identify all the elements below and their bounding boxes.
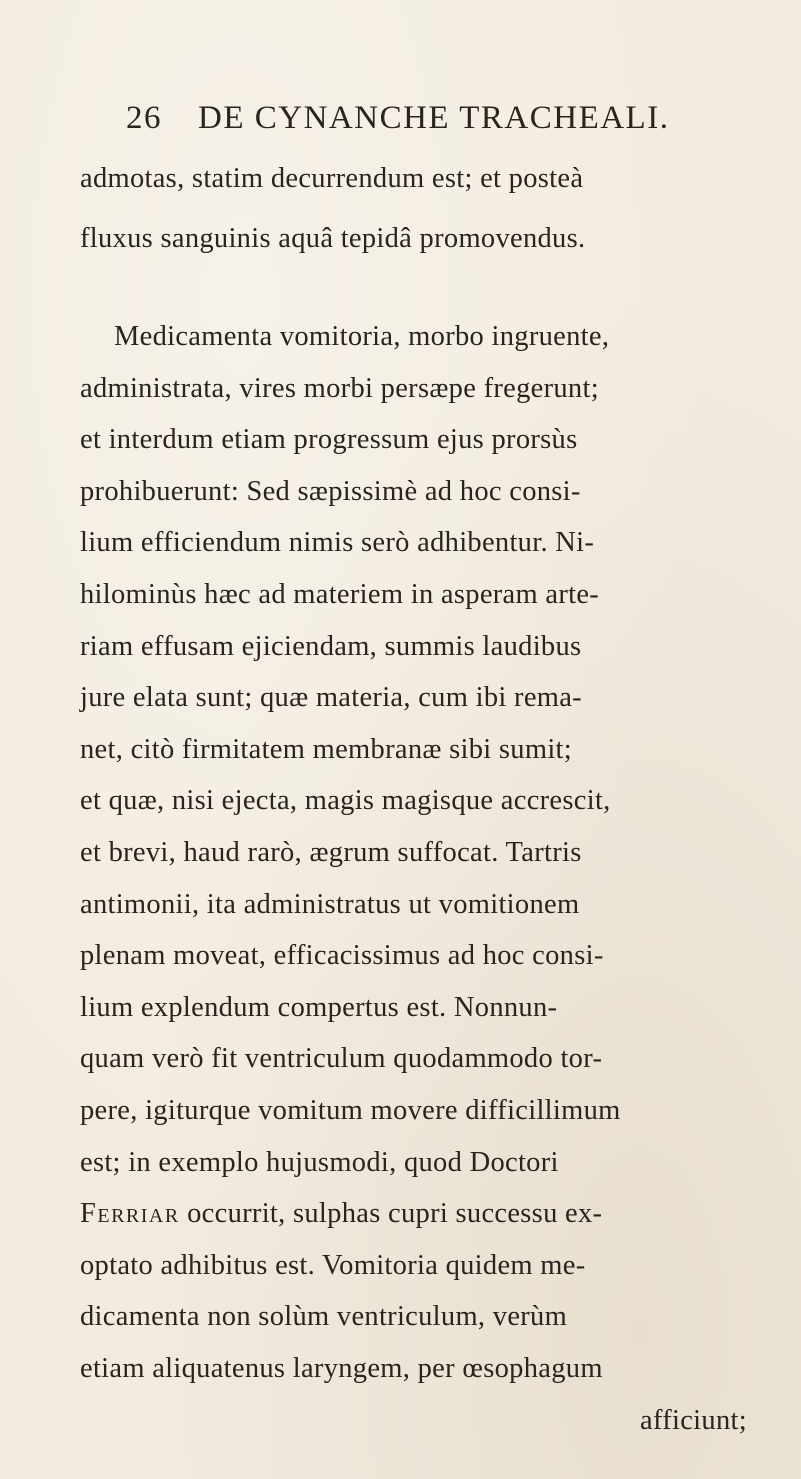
text-line-23: etiam aliquatenus laryngem, per œsophagum [80,1353,603,1384]
text-line-14: antimonii, ita administratus ut vomitionem [80,888,580,920]
running-title: DE CYNANCHE TRACHEALI. [198,100,670,136]
page-number: 26 [126,100,162,136]
text-line-20 [80,1195,772,1233]
text-line-5: et interdum etiam progressum ejus prorsùs [80,424,578,456]
text-line-9: riam effusam ejiciendam, summis laudibus [80,630,582,662]
author-name: Ferriar [80,1198,180,1230]
text-line-19: est; in exemplo hujusmodi, quod Doctori [80,1146,559,1178]
text-line-4: administrata, vires morbi persæpe fregerunt; [80,372,599,404]
text-line-11: net, citò firmitatem membranæ sibi sumit; [80,733,572,765]
text-line-10: jure elata sunt; quæ materia, cum ibi rema- [80,682,582,714]
text-line-18: pere, igiturque vomitum movere difficillimum [80,1095,621,1126]
text-line-17: quam verò fit ventriculum quodammodo tor- [80,1043,603,1075]
text-line-2: fluxus sanguinis aquâ tepidâ promovendus. [80,223,586,254]
text-line-20-rest: occurrit, sulphas cupri successu ex- [179,1198,603,1230]
text-line-3: Medicamenta vomitoria, morbo ingruente, [114,321,610,352]
text-line-1: admotas, statim decurrendum est; et posteà [80,163,584,194]
text-line-22: dicamenta non solùm ventriculum, verùm [80,1301,568,1333]
text-line-16: lium explendum compertus est. Nonnun- [80,991,558,1023]
text-line-24: afficiunt; [640,1404,747,1436]
text-line-12: et quæ, nisi ejecta, magis magisque accrescit, [80,785,611,817]
text-line-7: lium efficiendum nimis serò adhibentur. Ni- [80,527,595,559]
text-line-13: et brevi, haud rarò, ægrum suffocat. Tartris [80,837,582,868]
text-line-8: hilominùs hæc ad materiem in asperam arte- [80,579,600,610]
text-line-15: plenam moveat, efficacissimus ad hoc consi- [80,940,604,972]
text-line-6: prohibuerunt: Sed sæpissimè ad hoc consi- [80,475,581,507]
text-line-21: optato adhibitus est. Vomitoria quidem me- [80,1249,586,1281]
